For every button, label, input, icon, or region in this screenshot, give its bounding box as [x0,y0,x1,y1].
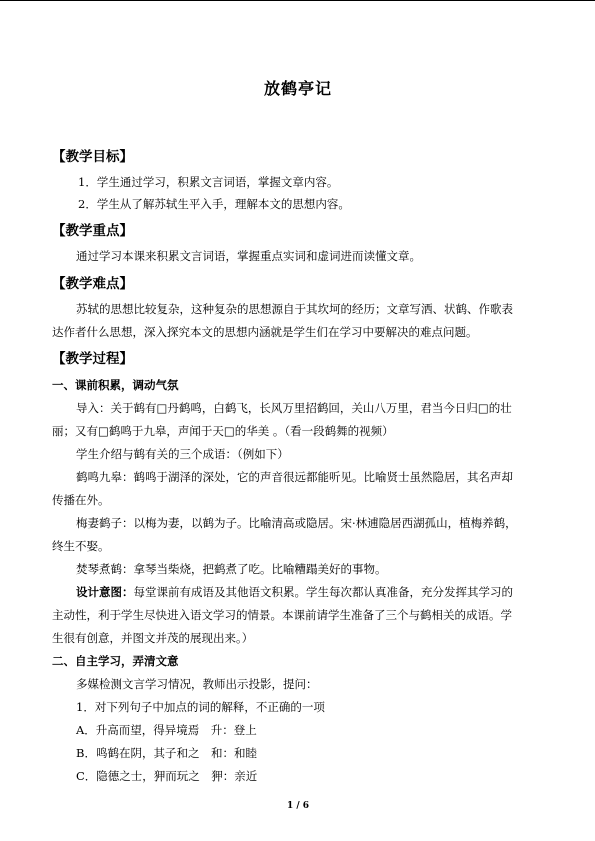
section-heading-process: 【教学过程】 [52,351,133,367]
section-heading-focus: 【教学重点】 [52,223,133,239]
part2-option: A．升高而望，得异境焉 升：登上 [76,723,257,737]
page-number: 1 / 6 [286,801,310,811]
design-intent-line: 生很有创意，并图文并茂的展现出来。） [52,631,254,645]
design-intent-label: 设计意图： [76,585,134,599]
part1-line: 鹤鸣九皋：鹤鸣于湖泽的深处，它的声音很远都能听见。比喻贤士虽然隐居，其名声却 [76,470,513,484]
focus-paragraph: 通过学习本课来积累文言词语，掌握重点实词和虚词进而读懂文章。 [76,249,421,263]
goal-item: 2．学生从了解苏轼生平入手，理解本文的思想内容。 [78,197,350,211]
part1-line: 学生介绍与鹤有关的三个成语：（例如下） [76,447,289,461]
part2-heading: 二、自主学习，弄清文意 [52,654,179,668]
difficulty-line: 苏轼的思想比较复杂，这种复杂的思想源自于其坎坷的经历；文章写洒、状鹤、作歌表 [76,302,513,316]
section-heading-goal: 【教学目标】 [52,149,133,165]
part1-heading: 一、课前积累，调动气氛 [52,378,179,392]
part1-line: 梅妻鹤子：以梅为妻，以鹤为子。比喻清高或隐居。宋·林逋隐居西湖孤山，植梅养鹤， [76,516,517,530]
part1-line: 焚琴煮鹤：拿琴当柴烧，把鹤煮了吃。比喻糟蹋美好的事物。 [76,562,387,576]
part2-line: 1．对下列句子中加点的词的解释，不正确的一项 [76,700,325,714]
goal-item: 1．学生通过学习，积累文言词语，掌握文章内容。 [78,175,339,189]
part1-line: 导入：关于鹤有□丹鹤鸣，白鹤飞，长风万里招鹤回，关山八万里，君当今日归□的壮 [76,401,512,415]
difficulty-line: 达作者什么思想，深入探究本文的思想内涵就是学生们在学习中要解决的难点问题。 [52,325,478,339]
part2-option: B．鸣鹤在阴，其子和之 和：和睦 [76,746,257,760]
part2-option: C．隐德之士，狎而玩之 狎：亲近 [76,769,258,783]
part2-line: 多媒检测文言学习情况，教师出示投影，提问： [76,677,318,691]
design-intent-line: 主动性，利于学生尽快进入语文学习的情景。本课前请学生准备了三个与鹤相关的成语。学 [52,608,512,622]
section-heading-difficulty: 【教学难点】 [52,276,133,292]
design-intent-text: 每堂课前有成语及其他语文积累。学生每次都认真准备，充分发挥其学习的 [133,585,513,599]
part1-line: 丽；又有□鹤鸣于九皋，声闻于天□的华美 。（看一段鹤舞的视频） [52,424,394,438]
design-intent-line [76,584,513,600]
top-rule [0,0,595,1]
part1-line: 传播在外。 [52,493,110,507]
part1-line: 终生不娶。 [52,539,110,553]
document-title: 放鹤亭记 [263,79,332,98]
